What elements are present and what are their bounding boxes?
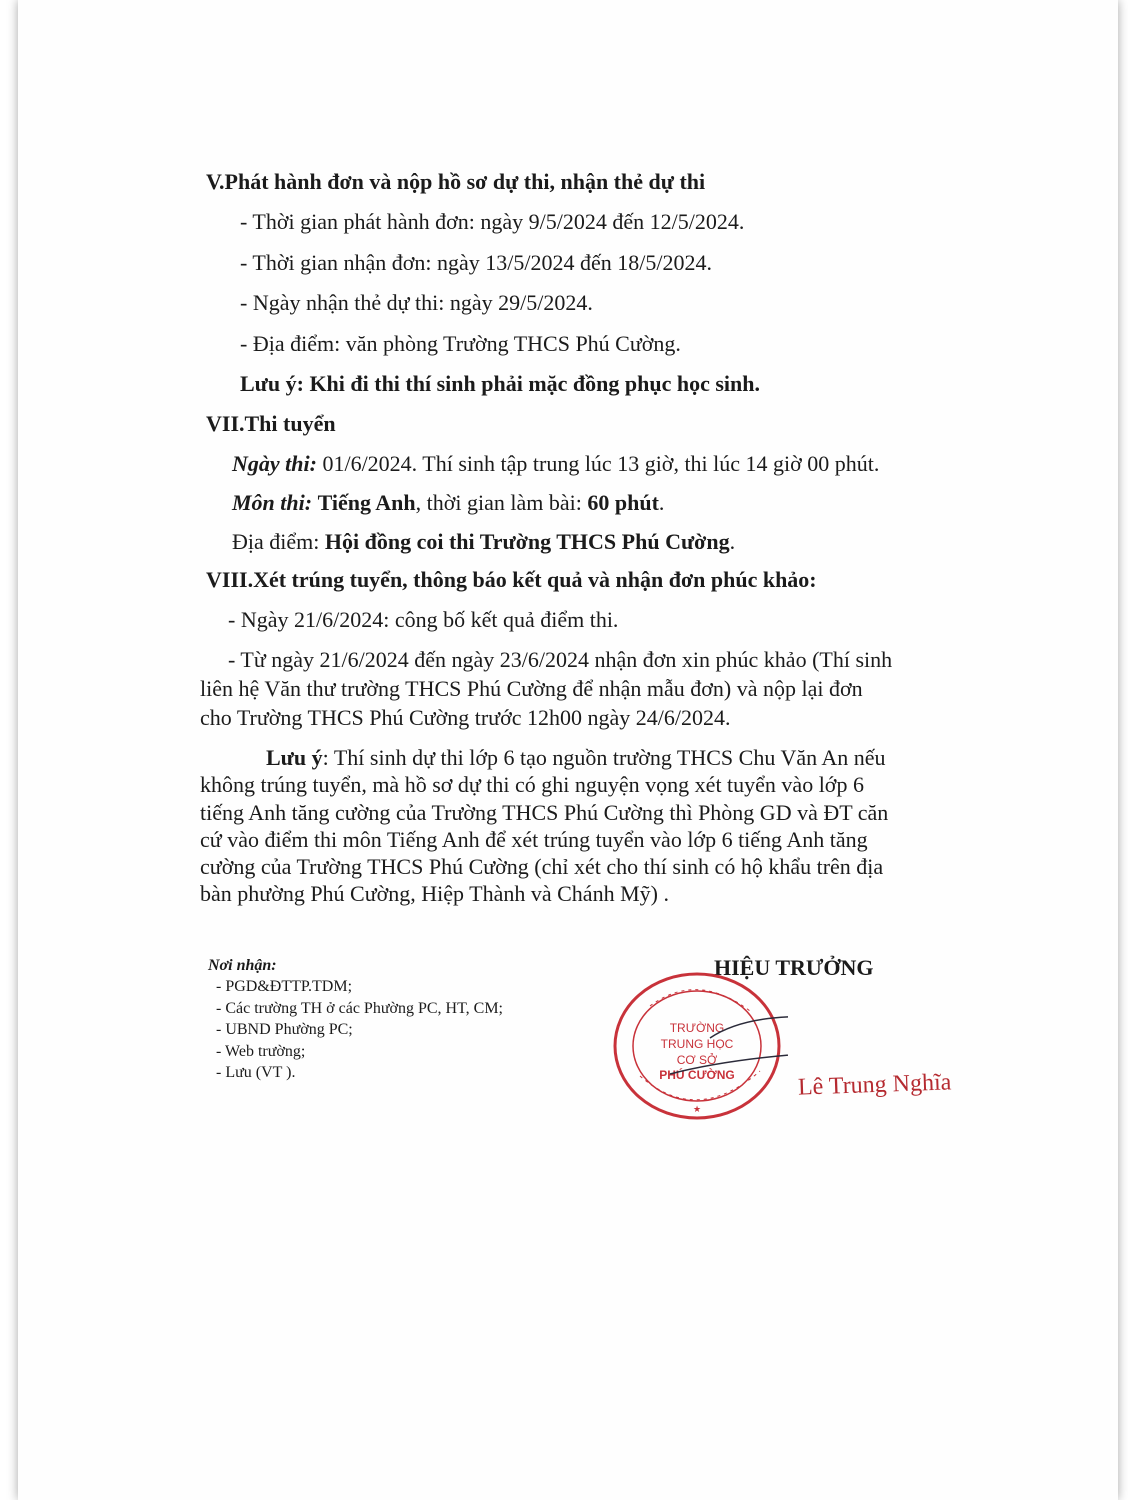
recipient-item: - Các trường TH ở các Phường PC, HT, CM; xyxy=(216,1000,503,1017)
location-value: Hội đồng coi thi Trường THCS Phú Cường xyxy=(324,529,730,554)
note-line: tiếng Anh tăng cường của Trường THCS Phú Cường thì Phòng GD và ĐT căn xyxy=(200,800,889,825)
svg-text:★: ★ xyxy=(692,1104,702,1114)
subject-end: . xyxy=(658,490,665,515)
document-page xyxy=(18,0,1118,1500)
recipient-item: - PGD&ĐTTP.TDM; xyxy=(216,978,353,995)
svg-text:CƠ SỞ: CƠ SỞ xyxy=(676,1053,718,1067)
exam-day-line xyxy=(232,450,879,478)
note-label: Lưu ý xyxy=(266,745,323,770)
section-viii-heading: VIII.Xét trúng tuyển, thông báo kết quả và nhận đơn phúc khảo: xyxy=(206,567,817,592)
recipient-item: - Lưu (VT ). xyxy=(216,1064,296,1081)
section-v-note: Lưu ý: Khi đi thi thí sinh phải mặc đồng phục học sinh. xyxy=(240,371,760,396)
section-viii-item: - Từ ngày 21/6/2024 đến ngày 23/6/2024 nhận đơn xin phúc khảo (Thí sinh xyxy=(228,647,893,672)
subject-value: Tiếng Anh xyxy=(317,490,416,515)
exam-day-label: Ngày thi: xyxy=(232,451,317,476)
location-label: Địa điểm: xyxy=(232,529,325,554)
subject-label: Môn thi: xyxy=(232,490,313,515)
exam-duration: 60 phút xyxy=(587,490,659,515)
section-v-item: - Địa điểm: văn phòng Trường THCS Phú Cường. xyxy=(240,331,681,356)
recipients-title: Nơi nhận: xyxy=(208,957,277,974)
section-viii-item-cont: liên hệ Văn thư trường THCS Phú Cường để nhận mẫu đơn) và nộp lại đơn xyxy=(200,676,863,701)
note-line: cường của Trường THCS Phú Cường (chỉ xét cho thí sinh có hộ khẩu trên địa xyxy=(200,854,884,879)
signature-title: HIỆU TRƯỞNG xyxy=(714,955,874,980)
section-v-item: - Ngày nhận thẻ dự thi: ngày 29/5/2024. xyxy=(240,290,593,315)
section-v-item: - Thời gian nhận đơn: ngày 13/5/2024 đến 18/5/2024. xyxy=(240,250,712,275)
section-v-item: - Thời gian phát hành đơn: ngày 9/5/2024 đến 12/5/2024. xyxy=(240,209,745,234)
note-line: bàn phường Phú Cường, Hiệp Thành và Chánh Mỹ) . xyxy=(200,881,669,906)
recipient-item: - Web trường; xyxy=(216,1043,306,1060)
section-v-heading: V.Phát hành đơn và nộp hồ sơ dự thi, nhận thẻ dự thi xyxy=(206,169,706,194)
exam-day-text: 01/6/2024. Thí sinh tập trung lúc 13 giờ, thi lúc 14 giờ 00 phút. xyxy=(316,451,880,476)
school-stamp-icon xyxy=(610,966,788,1124)
subject-mid: , thời gian làm bài: xyxy=(415,490,588,515)
note-line: cứ vào điểm thi môn Tiếng Anh để xét trúng tuyển vào lớp 6 tiếng Anh tăng xyxy=(200,827,868,852)
svg-text:TRƯỜNG: TRƯỜNG xyxy=(669,1021,725,1035)
svg-text:PHÚ CƯỜNG: PHÚ CƯỜNG xyxy=(659,1068,735,1082)
note-line: không trúng tuyển, mà hồ sơ dự thi có ghi nguyện vọng xét tuyển vào lớp 6 xyxy=(200,772,864,797)
signer-name: Lê Trung Nghĩa xyxy=(797,1069,952,1101)
section-viii-item-cont: cho Trường THCS Phú Cường trước 12h00 ngày 24/6/2024. xyxy=(200,705,731,730)
location-end: . xyxy=(729,529,736,554)
exam-location-line xyxy=(232,528,735,556)
recipient-item: - UBND Phường PC; xyxy=(216,1021,353,1038)
svg-text:TRUNG HỌC: TRUNG HỌC xyxy=(660,1037,734,1051)
section-viii-note-first xyxy=(266,744,886,772)
section-vii-heading: VII.Thi tuyển xyxy=(206,411,336,436)
exam-subject-line xyxy=(232,489,664,517)
section-viii-item: - Ngày 21/6/2024: công bố kết quả điểm thi. xyxy=(228,607,619,632)
note-first: : Thí sinh dự thi lớp 6 tạo nguồn trường THCS Chu Văn An nếu xyxy=(322,745,886,770)
